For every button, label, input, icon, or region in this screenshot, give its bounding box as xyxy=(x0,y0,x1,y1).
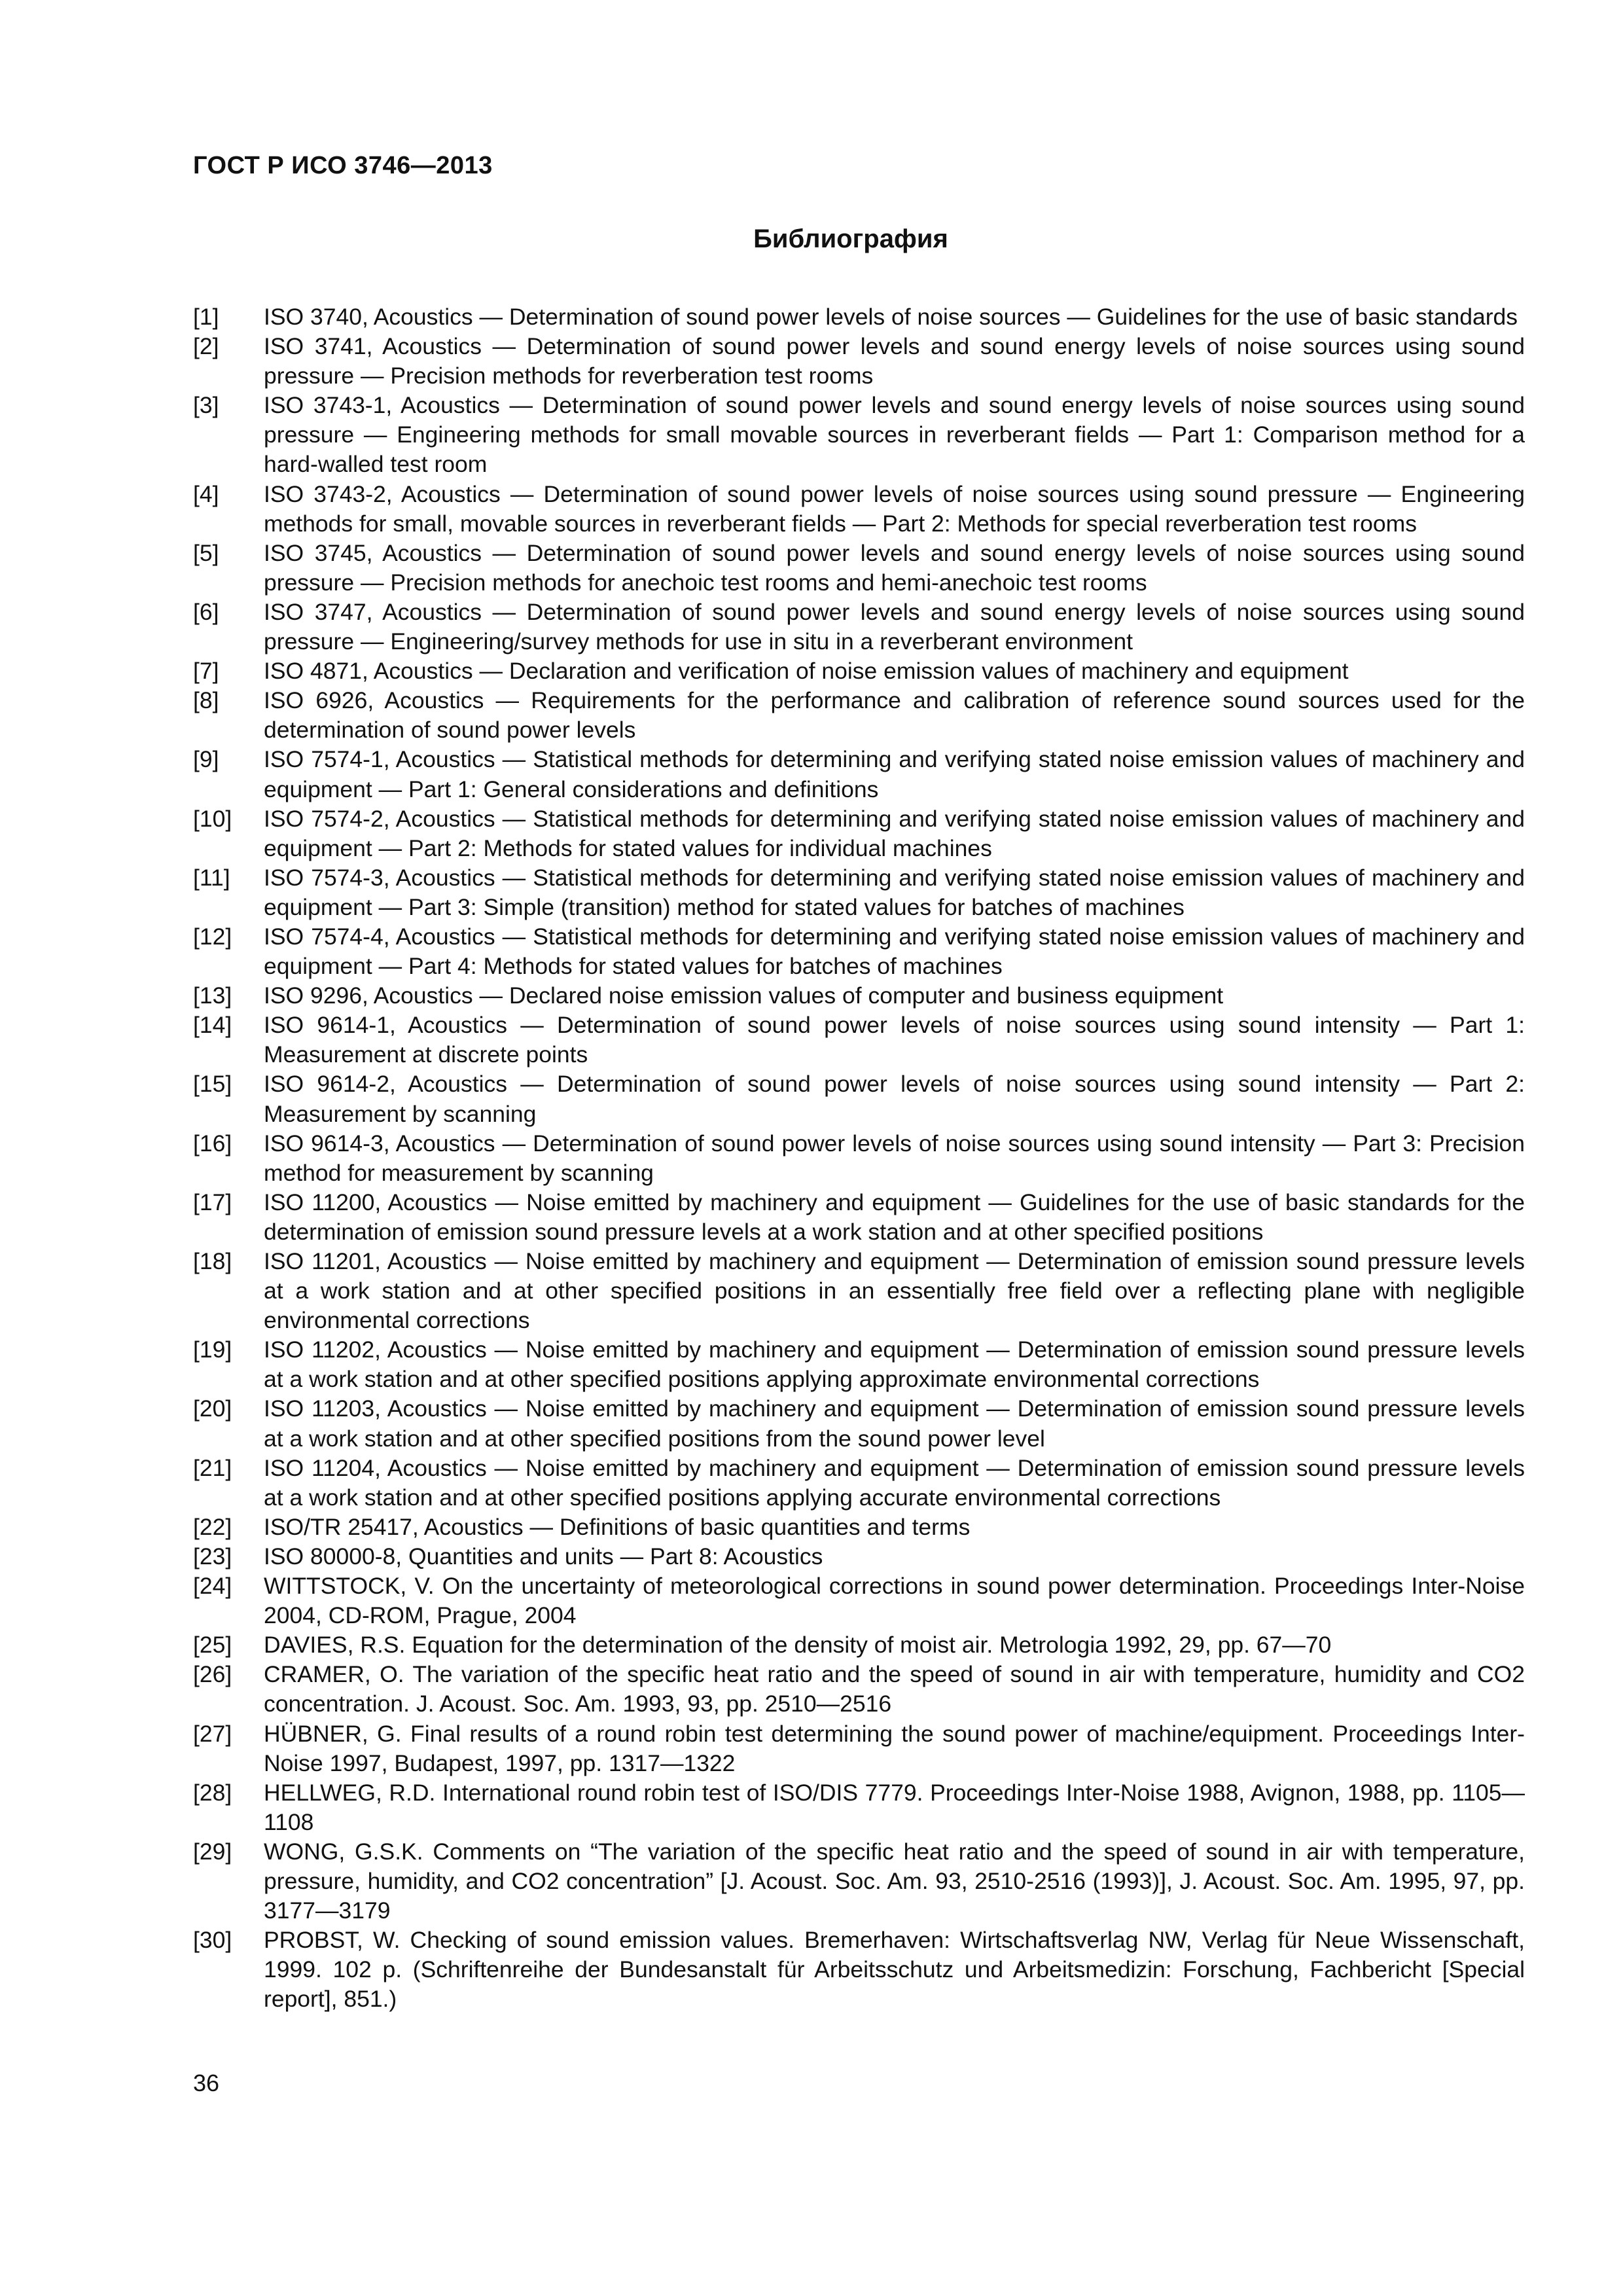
bibliography-entry xyxy=(193,1571,1525,1630)
bibliography-entry xyxy=(193,922,1525,981)
reference-text: ISO 3747, Acoustics — Determination of sound power levels and sound energy levels of noise sources using sound pressure — Engineering/survey methods for use in situ in a reverberant environment xyxy=(264,598,1525,655)
bibliography-entry xyxy=(193,332,1525,391)
reference-number: [4] xyxy=(193,480,219,507)
reference-number: [22] xyxy=(193,1513,232,1540)
bibliography-entry xyxy=(193,1247,1525,1335)
section-title: Библиография xyxy=(753,224,948,253)
reference-number: [7] xyxy=(193,658,219,685)
reference-number: [28] xyxy=(193,1779,232,1806)
reference-text: ISO 7574-2, Acoustics — Statistical methods for determining and verifying stated noise emission values of machinery and equipment — Part 2: Methods for stated values for individual machines xyxy=(264,805,1525,861)
reference-number: [12] xyxy=(193,923,232,950)
reference-number: [8] xyxy=(193,687,219,714)
reference-number: [9] xyxy=(193,746,219,773)
bibliography-entry xyxy=(193,686,1525,745)
bibliography-entry xyxy=(193,1394,1525,1453)
reference-text: ISO 3743-2, Acoustics — Determination of sound power levels of noise sources using sound pressure — Engineering methods for small, movable sources in reverberant fields — Part 2: Methods for special reverberation test rooms xyxy=(264,480,1525,537)
reference-number: [14] xyxy=(193,1012,232,1039)
reference-text: WONG, G.S.K. Comments on “The variation of the specific heat ratio and the speed of sound in air with temperature, pressure, humidity, and CO2 concentration” [J. Acoust. Soc. Am. 93, 2510-2516 (1993)], J. Acoust. Soc. Am. 1995, 97, pp. 3177—3179 xyxy=(264,1838,1525,1924)
reference-text: HÜBNER, G. Final results of a round robin test determining the sound power of machine/equipment. Proceedings Inter-Noise 1997, Budapest, 1997, pp. 1317—1322 xyxy=(264,1720,1525,1776)
reference-text: PROBST, W. Checking of sound emission values. Bremerhaven: Wirtschaftsverlag NW, Verlag für Neue Wissenschaft, 1999. 102 p. (Schriftenreihe der Bundesanstalt für Arbeitsschutz und Arbeitsmedizin: Forschung, Fachbericht [Special report], 851.) xyxy=(264,1927,1525,2013)
reference-text: ISO 6926, Acoustics — Requirements for the performance and calibration of reference sound sources used for the determination of sound power levels xyxy=(264,687,1525,744)
reference-text: ISO 11200, Acoustics — Noise emitted by machinery and equipment — Guidelines for the use of basic standards for the determination of emission sound pressure levels at a work station and at other specified positions xyxy=(264,1189,1525,1245)
bibliography-entry xyxy=(193,1188,1525,1247)
reference-text: HELLWEG, R.D. International round robin test of ISO/DIS 7779. Proceedings Inter-Noise 1988, Avignon, 1988, pp. 1105—1108 xyxy=(264,1779,1525,1835)
bibliography-entry xyxy=(193,1660,1525,1719)
reference-number: [15] xyxy=(193,1071,232,1098)
page-number: 36 xyxy=(193,2070,220,2096)
reference-number: [27] xyxy=(193,1720,232,1747)
reference-number: [19] xyxy=(193,1336,232,1363)
bibliography-entry xyxy=(193,1778,1525,1837)
reference-number: [23] xyxy=(193,1543,232,1570)
reference-text: ISO 11204, Acoustics — Noise emitted by machinery and equipment — Determination of emission sound pressure levels at a work station and at other specified positions applying accurate environmental corrections xyxy=(264,1454,1525,1511)
bibliography-entry xyxy=(193,1542,1525,1571)
reference-text: ISO 11202, Acoustics — Noise emitted by machinery and equipment — Determination of emission sound pressure levels at a work station and at other specified positions applying approximate environmental corrections xyxy=(264,1336,1525,1393)
reference-text: ISO 80000-8, Quantities and units — Part 8: Acoustics xyxy=(264,1543,823,1570)
reference-number: [6] xyxy=(193,598,219,625)
reference-text: ISO 9614-3, Acoustics — Determination of sound power levels of noise sources using sound intensity — Part 3: Precision method for measurement by scanning xyxy=(264,1130,1525,1186)
reference-text: WITTSTOCK, V. On the uncertainty of meteorological corrections in sound power determination. Proceedings Inter-Noise 2004, CD-ROM, Prague, 2004 xyxy=(264,1573,1525,1629)
bibliography-entry xyxy=(193,1069,1525,1128)
bibliography-entry xyxy=(193,480,1525,539)
reference-text: ISO 9614-2, Acoustics — Determination of sound power levels of noise sources using sound intensity — Part 2: Measurement by scanning xyxy=(264,1071,1525,1127)
reference-text: ISO 3745, Acoustics — Determination of sound power levels and sound energy levels of noise sources using sound pressure — Precision methods for anechoic test rooms and hemi-anechoic test rooms xyxy=(264,539,1525,596)
bibliography-list xyxy=(193,302,1525,2014)
bibliography-entry xyxy=(193,1335,1525,1394)
bibliography-entry xyxy=(193,1926,1525,2014)
bibliography-entry xyxy=(193,1129,1525,1188)
reference-text: ISO 3741, Acoustics — Determination of sound power levels and sound energy levels of noise sources using sound pressure — Precision methods for reverberation test rooms xyxy=(264,333,1525,389)
reference-number: [21] xyxy=(193,1454,232,1481)
bibliography-entry xyxy=(193,539,1525,598)
reference-text: ISO 7574-4, Acoustics — Statistical methods for determining and verifying stated noise emission values of machinery and equipment — Part 4: Methods for stated values for batches of machines xyxy=(264,923,1525,980)
bibliography-entry xyxy=(193,1837,1525,1926)
bibliography-entry xyxy=(193,981,1525,1011)
reference-text: ISO 9296, Acoustics — Declared noise emission values of computer and business equipment xyxy=(264,982,1224,1009)
reference-text: DAVIES, R.S. Equation for the determination of the density of moist air. Metrologia 1992, 29, pp. 67—70 xyxy=(264,1632,1332,1659)
reference-text: ISO 11201, Acoustics — Noise emitted by machinery and equipment — Determination of emission sound pressure levels at a work station and at other specified positions in an essentially free field over a reflecting plane with negligible environmental corrections xyxy=(264,1248,1525,1334)
reference-number: [3] xyxy=(193,392,219,419)
reference-number: [29] xyxy=(193,1838,232,1865)
reference-number: [17] xyxy=(193,1189,232,1215)
reference-number: [26] xyxy=(193,1661,232,1688)
reference-text: ISO/TR 25417, Acoustics — Definitions of basic quantities and terms xyxy=(264,1513,971,1540)
bibliography-entry xyxy=(193,1630,1525,1660)
bibliography-entry xyxy=(193,1513,1525,1542)
reference-text: ISO 7574-1, Acoustics — Statistical methods for determining and verifying stated noise emission values of machinery and equipment — Part 1: General considerations and definitions xyxy=(264,746,1525,802)
reference-text: CRAMER, O. The variation of the specific heat ratio and the speed of sound in air with temperature, humidity and CO2 concentration. J. Acoust. Soc. Am. 1993, 93, pp. 2510—2516 xyxy=(264,1661,1525,1717)
reference-number: [30] xyxy=(193,1927,232,1954)
reference-text: ISO 11203, Acoustics — Noise emitted by machinery and equipment — Determination of emission sound pressure levels at a work station and at other specified positions from the sound power level xyxy=(264,1395,1525,1452)
reference-number: [1] xyxy=(193,304,219,330)
reference-number: [24] xyxy=(193,1573,232,1600)
bibliography-entry xyxy=(193,745,1525,804)
bibliography-entry xyxy=(193,302,1525,332)
reference-text: ISO 7574-3, Acoustics — Statistical methods for determining and verifying stated noise emission values of machinery and equipment — Part 3: Simple (transition) method for stated values for batches of machines xyxy=(264,864,1525,920)
reference-number: [13] xyxy=(193,982,232,1009)
bibliography-entry xyxy=(193,391,1525,479)
reference-number: [16] xyxy=(193,1130,232,1157)
document-code: ГОСТ Р ИСО 3746—2013 xyxy=(193,152,493,179)
reference-number: [25] xyxy=(193,1632,232,1659)
reference-number: [2] xyxy=(193,333,219,360)
bibliography-entry xyxy=(193,804,1525,863)
reference-number: [10] xyxy=(193,805,232,832)
reference-number: [20] xyxy=(193,1395,232,1422)
reference-number: [18] xyxy=(193,1248,232,1274)
bibliography-entry xyxy=(193,1454,1525,1513)
reference-number: [5] xyxy=(193,539,219,566)
bibliography-entry xyxy=(193,598,1525,656)
reference-text: ISO 9614-1, Acoustics — Determination of sound power levels of noise sources using sound intensity — Part 1: Measurement at discrete points xyxy=(264,1012,1525,1068)
bibliography-entry xyxy=(193,1719,1525,1778)
reference-text: ISO 3740, Acoustics — Determination of sound power levels of noise sources — Guidelines for the use of basic standards xyxy=(264,304,1518,330)
reference-text: ISO 4871, Acoustics — Declaration and verification of noise emission values of machinery and equipment xyxy=(264,658,1349,685)
bibliography-entry xyxy=(193,1011,1525,1069)
bibliography-entry xyxy=(193,863,1525,922)
bibliography-entry xyxy=(193,656,1525,686)
reference-number: [11] xyxy=(193,864,230,891)
reference-text: ISO 3743-1, Acoustics — Determination of sound power levels and sound energy levels of noise sources using sound pressure — Engineering methods for small movable sources in reverberant fields — Part 1: Comparison method for a hard-walled test room xyxy=(264,392,1525,478)
